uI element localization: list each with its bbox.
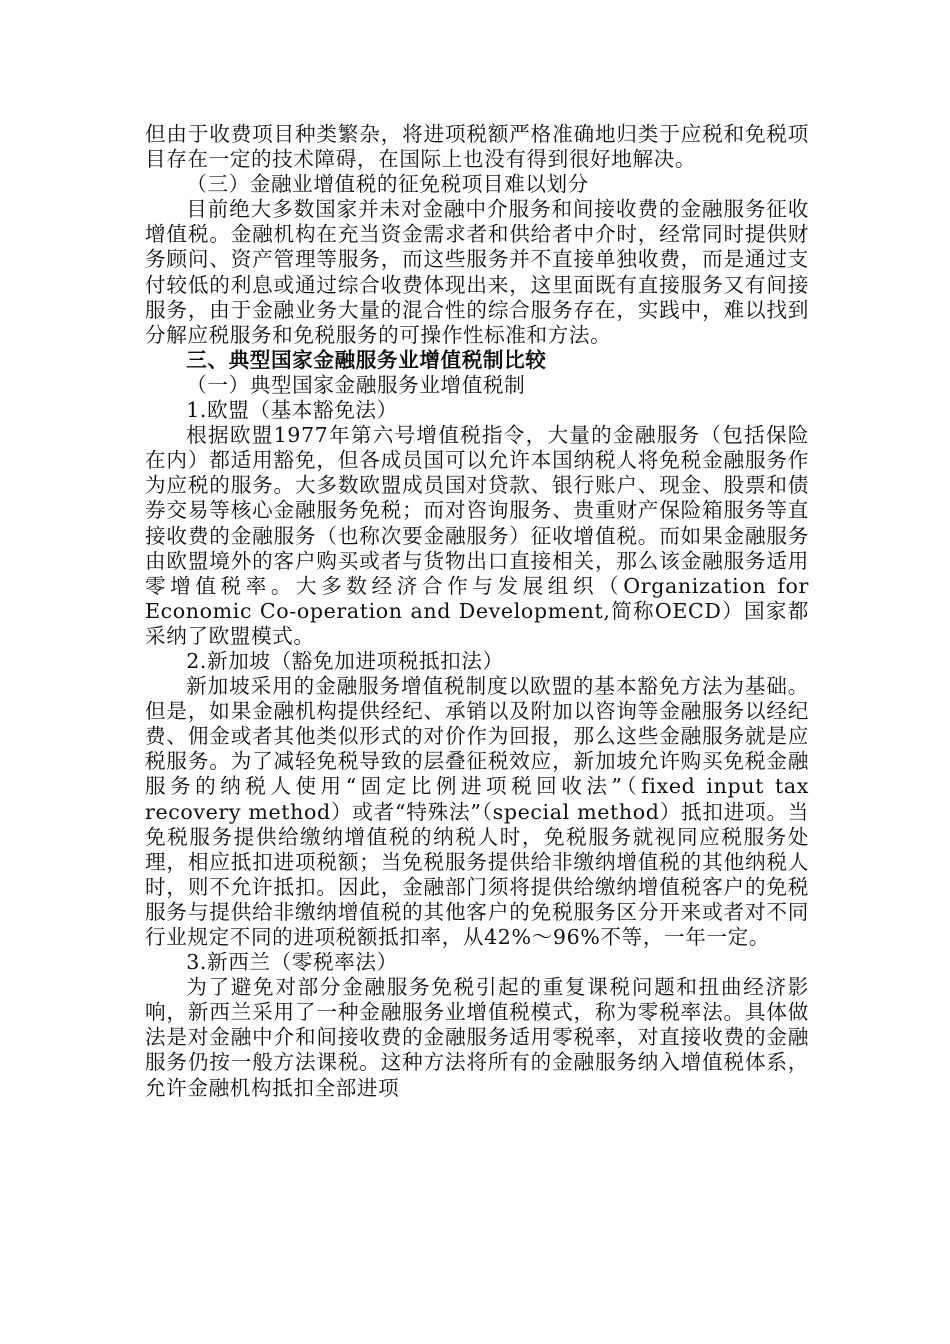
- paragraph-section-3: 目前绝大多数国家并未对金融中介服务和间接收费的金融服务征收增值税。金融机构在充当资金需求者和供给者中介时，经常同时提供财务顾问、资产管理等服务，而这些服务并不直接单独收费，而是通过支付较低的利息或通过综合收费体现出来，这里面既有直接服务又有间接服务，由于金融业务大量的混合性的综合服务存在，实践中，难以找到分解应税服务和免税服务的可操作性标准和方法。: [145, 197, 809, 347]
- document-page: [145, 122, 809, 1101]
- paragraph-eu: 根据欧盟1977年第六号增值税指令，大量的金融服务（包括保险在内）都适用豁免，但各成员国可以允许本国纳税人将免税金融服务作为应税的服务。大多数欧盟成员国对贷款、银行账户、现金、股票和债券交易等核心金融服务免税；而对咨询服务、贵重财产保险箱服务等直接收费的金融服务（也称次要金融服务）征收增值税。而如果金融服务由欧盟境外的客户购买或者与货物出口直接相关，那么该金融服务适用零增值税率。大多数经济合作与发展组织（Organization for Economic Co-operation and Development,简称OECD）国家都采纳了欧盟模式。: [145, 423, 809, 648]
- subsection-heading-1: （一）典型国家金融服务业增值税制: [186, 372, 526, 397]
- paragraph-continuation: 但由于收费项目种类繁杂，将进项税额严格准确地归类于应税和免税项目存在一定的技术障碍，在国际上也没有得到很好地解决。: [145, 122, 809, 172]
- paragraph-singapore: 新加坡采用的金融服务增值税制度以欧盟的基本豁免方法为基础。但是，如果金融机构提供经纪、承销以及附加以咨询等金融服务以经纪费、佣金或者其他类似形式的对价作为回报，那么这些金融服务就是应税服务。为了减轻免税导致的层叠征税效应，新加坡允许购买免税金融服务的纳税人使用“固定比例进项税回收法”（fixed input tax recovery method）或者“特殊法”（special method）抵扣进项。当免税服务提供给缴纳增值税的纳税人时，免税服务就视同应税服务处理，相应抵扣进项税额；当免税服务提供给非缴纳增值税的其他纳税人时，则不允许抵扣。因此，金融部门须将提供给缴纳增值税客户的免税服务与提供给非缴纳增值税的其他客户的免税服务区分开来或者对不同行业规定不同的进项税额抵扣率，从42%～96%不等，一年一定。: [145, 674, 809, 949]
- paragraph-new-zealand: 为了避免对部分金融服务免税引起的重复课税问题和扭曲经济影响，新西兰采用了一种金融服务业增值税模式，称为零税率法。具体做法是对金融中介和间接收费的金融服务适用零税率，对直接收费的金融服务仍按一般方法课税。这种方法将所有的金融服务纳入增值税体系，允许金融机构抵扣全部进项: [145, 975, 809, 1100]
- item-heading-singapore: 2.新加坡（豁免加进项税抵扣法）: [186, 648, 504, 673]
- item-heading-new-zealand: 3.新西兰（零税率法）: [186, 950, 398, 975]
- item-heading-eu: 1.欧盟（基本豁免法）: [186, 398, 398, 423]
- chapter-heading-3: 三、典型国家金融服务业增值税制比较: [186, 347, 547, 372]
- section-heading-3: （三）金融业增值税的征免税项目难以划分: [186, 172, 589, 197]
